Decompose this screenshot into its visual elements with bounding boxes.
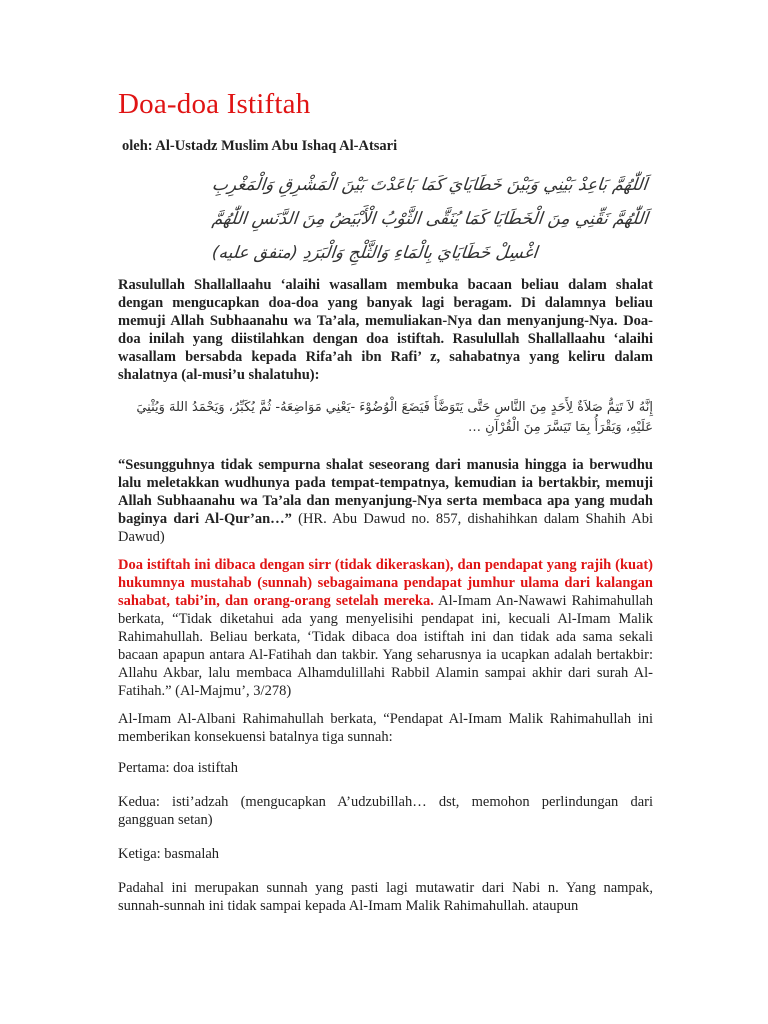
page-title: Doa-doa Istiftah <box>118 88 311 120</box>
arabic-hadith-text: إِنَّهُ لاَ تَتِمُّ صَلاَةٌ لِأَحَدٍ مِنَ النَّاسِ حَتَّى يَتَوَضَّأَ فَيَضَعَ الْوُضُوْءَ -يَعْنِي مَوَاضِعَهُ- ثُمَّ يُكَبِّرُ، وَيَحْمَدُ اللهَ وَيُثْنِيَ عَلَيْهِ، وَيَقْرَأُ بِمَا تَيَسَّرَ مِنَ الْقُرْآنِ … <box>136 400 653 435</box>
albani-paragraph: Al-Imam Al-Albani Rahimahullah berkata, “Pendapat Al-Imam Malik Rahimahullah ini memberikan konsekuensi batalnya tiga sunnah: <box>118 711 653 745</box>
list-item-third: Ketiga: basmalah <box>118 846 220 862</box>
calligraphy-line: اَللّٰهُمَّ بَاعِدْ بَيْنِي وَبَيْنَ خَطَايَايَ كَمَا بَاعَدْتَ بَيْنَ الْمَشْرِقِ وَالْمَغْرِبِ <box>210 175 649 195</box>
list-item-first: Pertama: doa istiftah <box>118 760 238 776</box>
hadith-translation-paragraph <box>118 456 653 546</box>
calligraphy-line: اغْسِلْ خَطَايَايَ بِالْمَاءِ وَالثَّلْجِ وَالْبَرَدِ (متفق عليه) <box>210 243 539 263</box>
highlighted-ruling: Doa istiftah ini dibaca dengan sirr (tidak dikeraskan), dan pendapat yang rajih (kuat) hukumnya mustahab (sunnah) sebagaimana pendapat jumhur ulama dari kalangan sahabat, tabi’in, dan orang-orang setelah mereka. <box>118 557 653 609</box>
closing-paragraph: Padahal ini merupakan sunnah yang pasti lagi mutawatir dari Nabi n. Yang nampak, sunnah-sunnah ini tidak sampai kepada Al-Imam Malik Rahimahullah. ataupun <box>118 880 653 914</box>
istiftah-ruling-paragraph <box>118 556 653 700</box>
hadith-translation: “Sesungguhnya tidak sempurna shalat seseorang dari manusia hingga ia berwudhu lalu meletakkan wudhunya pada tempat-tempatnya, kemudian ia bertakbir, memuji Allah Subhaanahu wa Ta’ala dan menyanjung-Nya serta membaca apa yang mudah baginya dari Al-Qur’an…” <box>118 457 653 527</box>
calligraphy-line: اَللّٰهُمَّ نَقِّنِي مِنَ الْخَطَايَا كَمَا يُنَقَّى الثَّوْبُ الْأَبْيَضُ مِنَ الدَّنَسِ اللّٰهُمَّ <box>210 209 649 229</box>
list-item-second: Kedua: isti’adzah (mengucapkan A’udzubillah… dst, memohon perlindungan dari gangguan setan) <box>118 794 653 828</box>
arabic-calligraphy-image <box>210 168 649 270</box>
author-line: oleh: Al-Ustadz Muslim Abu Ishaq Al-Atsari <box>122 138 398 154</box>
nawawi-quote: Al-Imam An-Nawawi Rahimahullah berkata, “Tidak diketahui ada yang menyelisihi pendapat ini, kecuali Al-Imam Malik Rahimahullah. Beliau berkata, ‘Tidak dibaca doa istiftah ini dan tidak ada sama sekali bacaan apapun antara Al-Fatihah dan takbir. Yang seharusnya ia ucapkan adalah bertakbir: Allahu Akbar, lalu membaca Alhamdulillahi Rabbil Alamin sampai akhir dari surah Al-Fatihah.” (Al-Majmu’, 3/278) <box>118 593 653 699</box>
hadith-source: (HR. Abu Dawud no. 857, dishahihkan dalam Shahih Abi Dawud) <box>118 511 653 545</box>
intro-paragraph: Rasulullah Shallallaahu ‘alaihi wasallam membuka bacaan beliau dalam shalat dengan mengucapkan doa-doa yang banyak lagi beragam. Di dalamnya beliau memuji Allah Subhaanahu wa Ta’ala, memuliakan-Nya dan menyanjung-Nya. Doa-doa inilah yang diistilahkan dengan doa istiftah. Rasulullah Shallallaahu ‘alaihi wasallam bersabda kepada Rifa’ah ibn Rafi’ z, sahabatnya yang keliru dalam shalatnya (al-musi’u shalatuhu): <box>118 277 653 383</box>
